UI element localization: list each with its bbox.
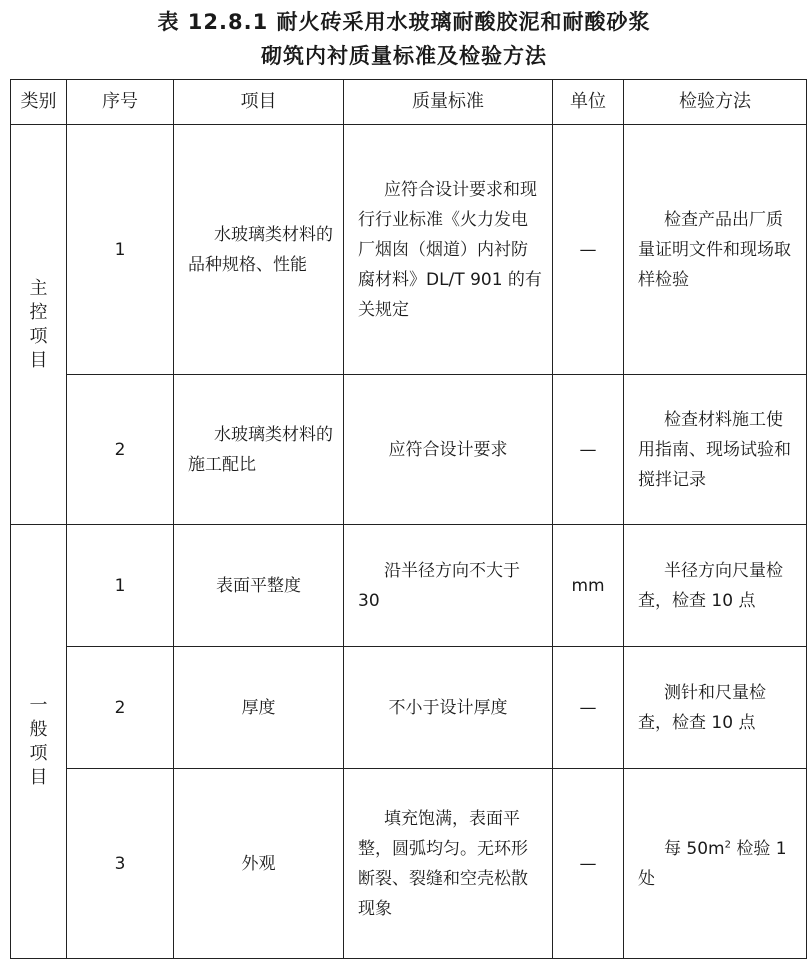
row-method: 半径方向尺量检查，检查 10 点 bbox=[624, 525, 807, 647]
category-general-items: 一般项目 bbox=[11, 525, 67, 959]
row-unit: — bbox=[553, 647, 624, 769]
header-number: 序号 bbox=[67, 80, 174, 125]
table-row bbox=[11, 125, 807, 375]
table-row bbox=[11, 525, 807, 647]
header-unit: 单位 bbox=[553, 80, 624, 125]
row-standard: 沿半径方向不大于 30 bbox=[344, 525, 553, 647]
row-standard: 填充饱满，表面平整，圆弧均匀。无环形断裂、裂缝和空壳松散现象 bbox=[344, 769, 553, 959]
row-number: 1 bbox=[67, 525, 174, 647]
row-item: 表面平整度 bbox=[174, 525, 344, 647]
category-main-items: 主控项目 bbox=[11, 125, 67, 525]
row-method: 每 $50m^2$ 检验 1 处 bbox=[624, 769, 807, 959]
row-number: 1 bbox=[67, 125, 174, 375]
table-row bbox=[11, 375, 807, 525]
header-standard: 质量标准 bbox=[344, 80, 553, 125]
table-row bbox=[11, 647, 807, 769]
row-number: 2 bbox=[67, 375, 174, 525]
table-title-line-1: 表 12.8.1 耐火砖采用水玻璃耐酸胶泥和耐酸砂浆 bbox=[157, 10, 651, 34]
header-item: 项目 bbox=[174, 80, 344, 125]
row-standard: 不小于设计厚度 bbox=[344, 647, 553, 769]
row-number: 2 bbox=[67, 647, 174, 769]
row-unit: — bbox=[553, 125, 624, 375]
table-row bbox=[11, 769, 807, 959]
row-standard: 应符合设计要求和现行行业标准《火力发电厂烟囱（烟道）内衬防腐材料》DL/T 901 的有关规定 bbox=[344, 125, 553, 375]
row-method: 检查材料施工使用指南、现场试验和搅拌记录 bbox=[624, 375, 807, 525]
quality-standard-table bbox=[10, 79, 807, 959]
row-item: 厚度 bbox=[174, 647, 344, 769]
row-unit: — bbox=[553, 769, 624, 959]
header-row bbox=[11, 80, 807, 125]
table-title-line-2: 砌筑内衬质量标准及检验方法 bbox=[261, 44, 547, 68]
row-item: 水玻璃类材料的施工配比 bbox=[174, 375, 344, 525]
row-item: 外观 bbox=[174, 769, 344, 959]
header-category: 类别 bbox=[11, 80, 67, 125]
row-unit: — bbox=[553, 375, 624, 525]
row-unit: mm bbox=[553, 525, 624, 647]
row-item: 水玻璃类材料的品种规格、性能 bbox=[174, 125, 344, 375]
row-number: 3 bbox=[67, 769, 174, 959]
row-standard: 应符合设计要求 bbox=[344, 375, 553, 525]
row-method: 测针和尺量检查，检查 10 点 bbox=[624, 647, 807, 769]
row-method: 检查产品出厂质量证明文件和现场取样检验 bbox=[624, 125, 807, 375]
header-method: 检验方法 bbox=[624, 80, 807, 125]
